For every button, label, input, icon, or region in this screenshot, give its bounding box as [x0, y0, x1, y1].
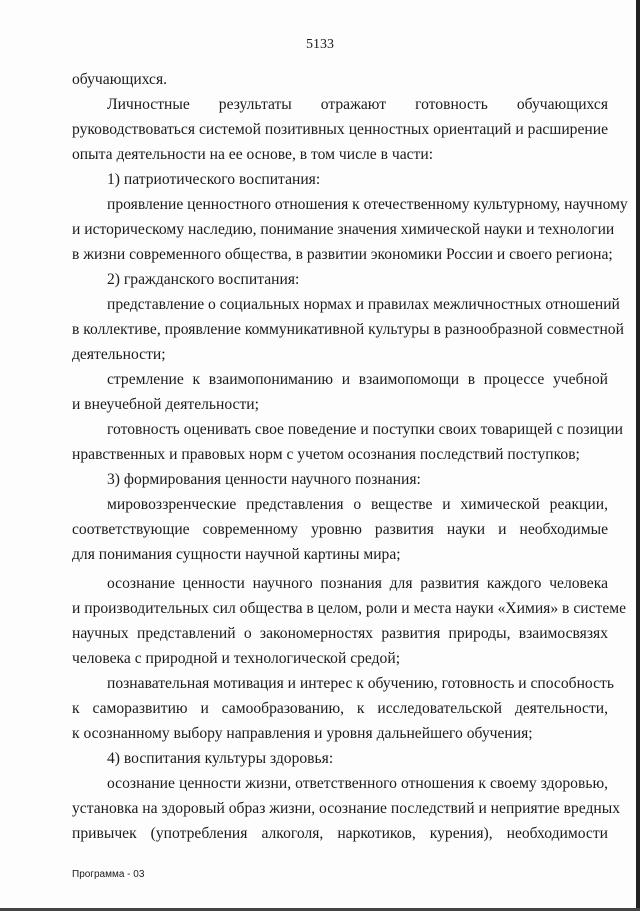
text-line: к саморазвитию и самообразованию, к исследовательской деятельности, — [72, 700, 608, 717]
page-number: 5133 — [306, 37, 334, 52]
scan-edge-right — [636, 0, 640, 911]
text-line: представление о социальных нормах и правилах межличностных отношений — [107, 296, 620, 313]
text-line: осознание ценности научного познания для развития каждого человека — [107, 575, 608, 592]
text-line: Личностные результаты отражают готовность обучающихся — [107, 96, 608, 113]
text-line: обучающихся. — [72, 71, 168, 88]
section-heading: 3) формирования ценности научного познания: — [107, 471, 421, 488]
text-line: к осознанному выбору направления и уровня дальнейшего обучения; — [72, 725, 533, 742]
text-line: деятельности; — [72, 346, 166, 363]
text-line: познавательная мотивация и интерес к обучению, готовность и способность — [107, 675, 614, 692]
text-line: и производительных сил общества в целом, роли и места науки «Химия» в системе — [72, 600, 627, 617]
text-line: стремление к взаимопониманию и взаимопомощи в процессе учебной — [107, 371, 608, 388]
text-line: и внеучебной деятельности; — [72, 396, 259, 413]
footer-label: Программа - 03 — [72, 869, 145, 880]
text-line: в коллективе, проявление коммуникативной культуры в разнообразной совместной — [72, 321, 624, 338]
text-line: готовность оценивать свое поведение и поступки своих товарищей с позиции — [107, 421, 623, 438]
text-line: мировоззренческие представления о веществе и химической реакции, — [107, 496, 608, 513]
text-line: и историческому наследию, понимание значения химической науки и технологии — [72, 221, 615, 238]
text-line: осознание ценности жизни, ответственного отношения к своему здоровью, — [107, 775, 608, 792]
text-line: привычек (употребления алкоголя, наркотиков, курения), необходимости — [72, 825, 608, 842]
text-line: научных представлений о закономерностях развития природы, взаимосвязях — [72, 625, 608, 642]
text-line: проявление ценностного отношения к отечественному культурному, научному — [107, 196, 628, 213]
text-line: руководствоваться системой позитивных ценностных ориентаций и расширение — [72, 121, 608, 138]
text-line: установка на здоровый образ жизни, осознание последствий и неприятие вредных — [72, 800, 621, 817]
text-line: соответствующие современному уровню развития науки и необходимые — [72, 521, 608, 538]
text-line: для понимания сущности научной картины мира; — [72, 546, 401, 563]
section-heading: 4) воспитания культуры здоровья: — [107, 750, 334, 767]
text-line: в жизни современного общества, в развитии экономики России и своего региона; — [72, 246, 613, 263]
section-heading: 2) гражданского воспитания: — [107, 271, 300, 288]
text-line: опыта деятельности на ее основе, в том числе в части: — [72, 146, 434, 163]
text-line: человека с природной и технологической средой; — [72, 650, 401, 667]
section-heading: 1) патриотического воспитания: — [107, 171, 321, 188]
text-line: нравственных и правовых норм с учетом осознания последствий поступков; — [72, 446, 580, 463]
